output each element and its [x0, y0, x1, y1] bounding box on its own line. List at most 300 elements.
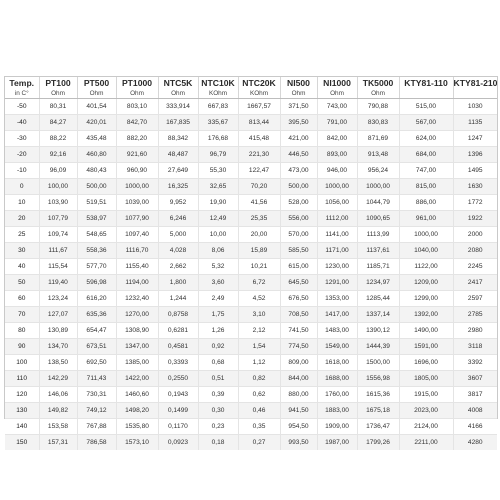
resistance-cell: 1483,00: [317, 323, 357, 339]
resistance-cell: 1549,00: [317, 339, 357, 355]
temperature-cell: 140: [5, 419, 39, 435]
resistance-cell: 5,000: [158, 227, 198, 243]
resistance-cell: 1422,00: [116, 371, 158, 387]
temperature-cell: 80: [5, 323, 39, 339]
resistance-cell: 335,67: [198, 115, 238, 131]
resistance-cell: 2417: [453, 275, 497, 291]
table-row: [5, 115, 497, 131]
resistance-cell: 3392: [453, 355, 497, 371]
temperature-cell: -40: [5, 115, 39, 131]
resistance-cell: 567,00: [399, 115, 453, 131]
resistance-cell: 791,00: [317, 115, 357, 131]
resistance-cell: 0,35: [238, 419, 280, 435]
resistance-cell: 0,39: [198, 387, 238, 403]
column-header: PT1000: [116, 77, 158, 89]
table-row: [5, 419, 497, 435]
temperature-cell: -20: [5, 147, 39, 163]
resistance-cell: 767,88: [77, 419, 116, 435]
resistance-cell: 577,70: [77, 259, 116, 275]
temperature-cell: 50: [5, 275, 39, 291]
resistance-cell: 548,65: [77, 227, 116, 243]
resistance-cell: 993,50: [280, 435, 317, 451]
temperature-cell: 10: [5, 195, 39, 211]
resistance-cell: 109,74: [39, 227, 77, 243]
resistance-cell: 1230,00: [317, 259, 357, 275]
resistance-cell: 1417,00: [317, 307, 357, 323]
table-row: [5, 307, 497, 323]
resistance-cell: 122,47: [238, 163, 280, 179]
resistance-cell: 119,40: [39, 275, 77, 291]
resistance-cell: 1155,40: [116, 259, 158, 275]
resistance-cell: 667,83: [198, 99, 238, 115]
resistance-cell: 32,65: [198, 179, 238, 195]
column-header: PT500: [77, 77, 116, 89]
resistance-cell: 96,09: [39, 163, 77, 179]
resistance-cell: 2980: [453, 323, 497, 339]
resistance-cell: 92,16: [39, 147, 77, 163]
resistance-cell: 1696,00: [399, 355, 453, 371]
resistance-cell: 1039,00: [116, 195, 158, 211]
column-unit: Ohm: [357, 89, 399, 99]
temperature-cell: -10: [5, 163, 39, 179]
resistance-cell: 711,43: [77, 371, 116, 387]
resistance-cell: 0,27: [238, 435, 280, 451]
temperature-cell: 0: [5, 179, 39, 195]
table-row: [5, 99, 497, 115]
resistance-cell: 1056,00: [317, 195, 357, 211]
resistance-cell: 176,68: [198, 131, 238, 147]
resistance-cell: 123,24: [39, 291, 77, 307]
resistance-cell: 1113,99: [357, 227, 399, 243]
resistance-cell: 0,46: [238, 403, 280, 419]
column-header: PT100: [39, 77, 77, 89]
resistance-cell: 1137,61: [357, 243, 399, 259]
table-body: [5, 99, 497, 451]
resistance-cell: 1299,00: [399, 291, 453, 307]
resistance-cell: 615,00: [280, 259, 317, 275]
resistance-cell: 0,23: [198, 419, 238, 435]
resistance-cell: 1135: [453, 115, 497, 131]
table-row: [5, 371, 497, 387]
resistance-cell: 730,31: [77, 387, 116, 403]
resistance-cell: 0,68: [198, 355, 238, 371]
resistance-cell: 954,50: [280, 419, 317, 435]
resistance-cell: 8,06: [198, 243, 238, 259]
resistance-cell: 1922: [453, 211, 497, 227]
resistance-cell: 138,50: [39, 355, 77, 371]
column-header: NTC20K: [238, 77, 280, 89]
resistance-cell: 1498,20: [116, 403, 158, 419]
resistance-cell: 1116,70: [116, 243, 158, 259]
column-header: TK5000: [357, 77, 399, 89]
resistance-cell: 654,47: [77, 323, 116, 339]
temperature-cell: 130: [5, 403, 39, 419]
resistance-cell: 676,50: [280, 291, 317, 307]
resistance-cell: 645,50: [280, 275, 317, 291]
table-row: [5, 243, 497, 259]
resistance-cell: 0,92: [198, 339, 238, 355]
resistance-cell: 519,51: [77, 195, 116, 211]
resistance-cell: 1909,00: [317, 419, 357, 435]
column-unit: Ohm: [317, 89, 357, 99]
resistance-cell: 107,79: [39, 211, 77, 227]
resistance-cell: 961,00: [399, 211, 453, 227]
resistance-cell: 48,487: [158, 147, 198, 163]
resistance-cell: 1396: [453, 147, 497, 163]
resistance-cell: 1805,00: [399, 371, 453, 387]
table-row: [5, 291, 497, 307]
resistance-cell: 871,69: [357, 131, 399, 147]
resistance-cell: 844,00: [280, 371, 317, 387]
resistance-cell: 435,48: [77, 131, 116, 147]
resistance-cell: 111,67: [39, 243, 77, 259]
resistance-cell: 1232,40: [116, 291, 158, 307]
temperature-cell: 40: [5, 259, 39, 275]
resistance-cell: 127,07: [39, 307, 77, 323]
resistance-cell: 556,00: [280, 211, 317, 227]
resistance-cell: 5,32: [198, 259, 238, 275]
resistance-cell: 743,00: [317, 99, 357, 115]
resistance-cell: 1247: [453, 131, 497, 147]
resistance-cell: 1194,00: [116, 275, 158, 291]
resistance-cell: 1000,00: [116, 179, 158, 195]
resistance-cell: 1209,00: [399, 275, 453, 291]
resistance-cell: 10,21: [238, 259, 280, 275]
table-row: [5, 163, 497, 179]
resistance-cell: 1000,00: [357, 179, 399, 195]
resistance-cell: 4008: [453, 403, 497, 419]
resistance-cell: 500,00: [77, 179, 116, 195]
column-header: KTY81-110: [399, 77, 453, 89]
resistance-cell: 500,00: [280, 179, 317, 195]
column-unit: in C°: [5, 89, 39, 99]
resistance-cell: 6,246: [158, 211, 198, 227]
temperature-cell: 100: [5, 355, 39, 371]
resistance-cell: 2124,00: [399, 419, 453, 435]
resistance-cell: 9,952: [158, 195, 198, 211]
table-row: [5, 355, 497, 371]
resistance-cell: 2023,00: [399, 403, 453, 419]
resistance-cell: 913,48: [357, 147, 399, 163]
resistance-cell: 1185,71: [357, 259, 399, 275]
resistance-cell: 395,50: [280, 115, 317, 131]
resistance-cell: 333,914: [158, 99, 198, 115]
temperature-cell: 25: [5, 227, 39, 243]
resistance-cell: 842,70: [116, 115, 158, 131]
resistance-cell: 2000: [453, 227, 497, 243]
resistance-cell: 2785: [453, 307, 497, 323]
resistance-cell: 167,835: [158, 115, 198, 131]
resistance-cell: 1490,00: [399, 323, 453, 339]
resistance-cell: 1000,00: [317, 179, 357, 195]
column-header: Temp.: [5, 77, 39, 89]
resistance-cell: 1337,14: [357, 307, 399, 323]
resistance-cell: 420,01: [77, 115, 116, 131]
resistance-cell: 1291,00: [317, 275, 357, 291]
resistance-cell: 515,00: [399, 99, 453, 115]
resistance-cell: 538,97: [77, 211, 116, 227]
resistance-cell: 0,6281: [158, 323, 198, 339]
resistance-cell: 1615,36: [357, 387, 399, 403]
resistance-cell: 134,70: [39, 339, 77, 355]
resistance-cell: 1308,90: [116, 323, 158, 339]
resistance-cell: 1500,00: [357, 355, 399, 371]
resistance-cell: 813,44: [238, 115, 280, 131]
resistance-cell: 946,00: [317, 163, 357, 179]
column-header: NI500: [280, 77, 317, 89]
resistance-cell: 19,90: [198, 195, 238, 211]
resistance-cell: 1799,26: [357, 435, 399, 451]
table-row: [5, 179, 497, 195]
temperature-cell: 30: [5, 243, 39, 259]
resistance-cell: 1392,00: [399, 307, 453, 323]
resistance-cell: 960,90: [116, 163, 158, 179]
resistance-cell: 1234,97: [357, 275, 399, 291]
table-row: [5, 323, 497, 339]
table-row: [5, 403, 497, 419]
resistance-cell: 596,98: [77, 275, 116, 291]
resistance-cell: 1630: [453, 179, 497, 195]
resistance-cell: 12,49: [198, 211, 238, 227]
resistance-cell: 1772: [453, 195, 497, 211]
resistance-cell: 473,00: [280, 163, 317, 179]
resistance-cell: 1760,00: [317, 387, 357, 403]
resistance-cell: 0,8758: [158, 307, 198, 323]
resistance-cell: 809,00: [280, 355, 317, 371]
resistance-cell: 96,79: [198, 147, 238, 163]
resistance-cell: 146,06: [39, 387, 77, 403]
resistance-cell: 1097,40: [116, 227, 158, 243]
resistance-cell: 157,31: [39, 435, 77, 451]
resistance-cell: 4280: [453, 435, 497, 451]
resistance-cell: 3118: [453, 339, 497, 355]
resistance-cell: 1915,00: [399, 387, 453, 403]
resistance-cell: 616,20: [77, 291, 116, 307]
resistance-cell: 1390,12: [357, 323, 399, 339]
resistance-cell: 1535,80: [116, 419, 158, 435]
resistance-cell: 0,0923: [158, 435, 198, 451]
column-unit: Ohm: [116, 89, 158, 99]
resistance-cell: 3607: [453, 371, 497, 387]
resistance-cell: 2,12: [238, 323, 280, 339]
resistance-cell: 1112,00: [317, 211, 357, 227]
resistance-cell: 1591,00: [399, 339, 453, 355]
resistance-cell: 84,27: [39, 115, 77, 131]
column-unit: [399, 89, 453, 99]
resistance-cell: 741,50: [280, 323, 317, 339]
resistance-cell: 41,56: [238, 195, 280, 211]
resistance-cell: 1000,00: [399, 227, 453, 243]
resistance-cell: 88,22: [39, 131, 77, 147]
column-unit: KOhm: [238, 89, 280, 99]
resistance-cell: 25,35: [238, 211, 280, 227]
resistance-cell: 880,00: [280, 387, 317, 403]
temperature-cell: 20: [5, 211, 39, 227]
resistance-cell: 1270,00: [116, 307, 158, 323]
resistance-cell: 3,60: [198, 275, 238, 291]
resistance-cell: 446,50: [280, 147, 317, 163]
resistance-cell: 4166: [453, 419, 497, 435]
resistance-cell: 2211,00: [399, 435, 453, 451]
resistance-cell: 1987,00: [317, 435, 357, 451]
resistance-cell: 1444,39: [357, 339, 399, 355]
resistance-table-panel: [4, 76, 498, 446]
column-unit: KOhm: [198, 89, 238, 99]
resistance-cell: 1044,79: [357, 195, 399, 211]
temperature-cell: 90: [5, 339, 39, 355]
temperature-cell: -30: [5, 131, 39, 147]
temperature-cell: 60: [5, 291, 39, 307]
resistance-table: [5, 77, 497, 450]
resistance-cell: 4,028: [158, 243, 198, 259]
resistance-cell: 1618,00: [317, 355, 357, 371]
resistance-cell: 401,54: [77, 99, 116, 115]
resistance-cell: 1,12: [238, 355, 280, 371]
column-header: NI1000: [317, 77, 357, 89]
resistance-cell: 27,649: [158, 163, 198, 179]
resistance-cell: 10,00: [198, 227, 238, 243]
resistance-cell: 115,54: [39, 259, 77, 275]
temperature-cell: 110: [5, 371, 39, 387]
table-row: [5, 227, 497, 243]
column-unit: [453, 89, 497, 99]
temperature-cell: 150: [5, 435, 39, 451]
resistance-cell: 2597: [453, 291, 497, 307]
resistance-cell: 1,54: [238, 339, 280, 355]
resistance-cell: 1090,65: [357, 211, 399, 227]
resistance-cell: 480,43: [77, 163, 116, 179]
resistance-cell: 1040,00: [399, 243, 453, 259]
table-row: [5, 339, 497, 355]
column-unit: Ohm: [158, 89, 198, 99]
resistance-cell: 570,00: [280, 227, 317, 243]
resistance-cell: 0,4581: [158, 339, 198, 355]
resistance-cell: 221,30: [238, 147, 280, 163]
resistance-cell: 2,49: [198, 291, 238, 307]
temperature-cell: 70: [5, 307, 39, 323]
resistance-cell: 886,00: [399, 195, 453, 211]
resistance-cell: 1,800: [158, 275, 198, 291]
resistance-cell: 2,662: [158, 259, 198, 275]
resistance-cell: 2245: [453, 259, 497, 275]
resistance-cell: 1077,90: [116, 211, 158, 227]
resistance-cell: 3,10: [238, 307, 280, 323]
resistance-cell: 1667,57: [238, 99, 280, 115]
column-unit: Ohm: [39, 89, 77, 99]
resistance-cell: 1,244: [158, 291, 198, 307]
table-row: [5, 435, 497, 451]
resistance-cell: 0,1170: [158, 419, 198, 435]
resistance-cell: 1573,10: [116, 435, 158, 451]
resistance-cell: 1353,00: [317, 291, 357, 307]
resistance-cell: 0,18: [198, 435, 238, 451]
resistance-cell: 149,82: [39, 403, 77, 419]
column-header: NTC10K: [198, 77, 238, 89]
resistance-cell: 692,50: [77, 355, 116, 371]
resistance-cell: 16,325: [158, 179, 198, 195]
resistance-cell: 1460,60: [116, 387, 158, 403]
table-header: [5, 77, 497, 99]
resistance-cell: 20,00: [238, 227, 280, 243]
resistance-cell: 1736,47: [357, 419, 399, 435]
resistance-cell: 684,00: [399, 147, 453, 163]
resistance-cell: 70,20: [238, 179, 280, 195]
table-row: [5, 147, 497, 163]
resistance-cell: 142,29: [39, 371, 77, 387]
column-header: NTC5K: [158, 77, 198, 89]
resistance-cell: 6,72: [238, 275, 280, 291]
resistance-cell: 371,50: [280, 99, 317, 115]
resistance-cell: 786,58: [77, 435, 116, 451]
resistance-cell: 88,342: [158, 131, 198, 147]
resistance-cell: 3817: [453, 387, 497, 403]
resistance-cell: 460,80: [77, 147, 116, 163]
resistance-cell: 4,52: [238, 291, 280, 307]
resistance-cell: 708,50: [280, 307, 317, 323]
resistance-cell: 882,20: [116, 131, 158, 147]
column-header: KTY81-210: [453, 78, 497, 88]
resistance-cell: 0,30: [198, 403, 238, 419]
resistance-cell: 1141,00: [317, 227, 357, 243]
column-unit: Ohm: [77, 89, 116, 99]
resistance-cell: 842,00: [317, 131, 357, 147]
resistance-cell: 747,00: [399, 163, 453, 179]
resistance-cell: 0,1943: [158, 387, 198, 403]
resistance-cell: 635,36: [77, 307, 116, 323]
resistance-cell: 103,90: [39, 195, 77, 211]
resistance-cell: 1122,00: [399, 259, 453, 275]
resistance-cell: 1171,00: [317, 243, 357, 259]
resistance-cell: 528,00: [280, 195, 317, 211]
resistance-cell: 956,24: [357, 163, 399, 179]
resistance-cell: 1495: [453, 163, 497, 179]
resistance-cell: 749,12: [77, 403, 116, 419]
resistance-cell: 558,36: [77, 243, 116, 259]
resistance-cell: 790,88: [357, 99, 399, 115]
resistance-cell: 1556,98: [357, 371, 399, 387]
table-row: [5, 195, 497, 211]
resistance-cell: 80,31: [39, 99, 77, 115]
resistance-cell: 1883,00: [317, 403, 357, 419]
resistance-cell: 624,00: [399, 131, 453, 147]
resistance-cell: 774,50: [280, 339, 317, 355]
resistance-cell: 55,30: [198, 163, 238, 179]
table-row: [5, 259, 497, 275]
resistance-cell: 1347,00: [116, 339, 158, 355]
resistance-cell: 941,50: [280, 403, 317, 419]
resistance-cell: 15,89: [238, 243, 280, 259]
resistance-cell: 0,2550: [158, 371, 198, 387]
temperature-cell: -50: [5, 99, 39, 115]
resistance-cell: 1385,00: [116, 355, 158, 371]
column-unit: Ohm: [280, 89, 317, 99]
table-row: [5, 131, 497, 147]
table-row: [5, 387, 497, 403]
resistance-cell: 0,3393: [158, 355, 198, 371]
temperature-cell: 120: [5, 387, 39, 403]
resistance-cell: 0,51: [198, 371, 238, 387]
table-row: [5, 211, 497, 227]
resistance-cell: 153,58: [39, 419, 77, 435]
resistance-cell: 1030: [453, 99, 497, 115]
resistance-cell: 585,50: [280, 243, 317, 259]
resistance-cell: 830,83: [357, 115, 399, 131]
resistance-cell: 815,00: [399, 179, 453, 195]
table-row: [5, 275, 497, 291]
resistance-cell: 921,60: [116, 147, 158, 163]
resistance-cell: 0,1499: [158, 403, 198, 419]
resistance-cell: 100,00: [39, 179, 77, 195]
